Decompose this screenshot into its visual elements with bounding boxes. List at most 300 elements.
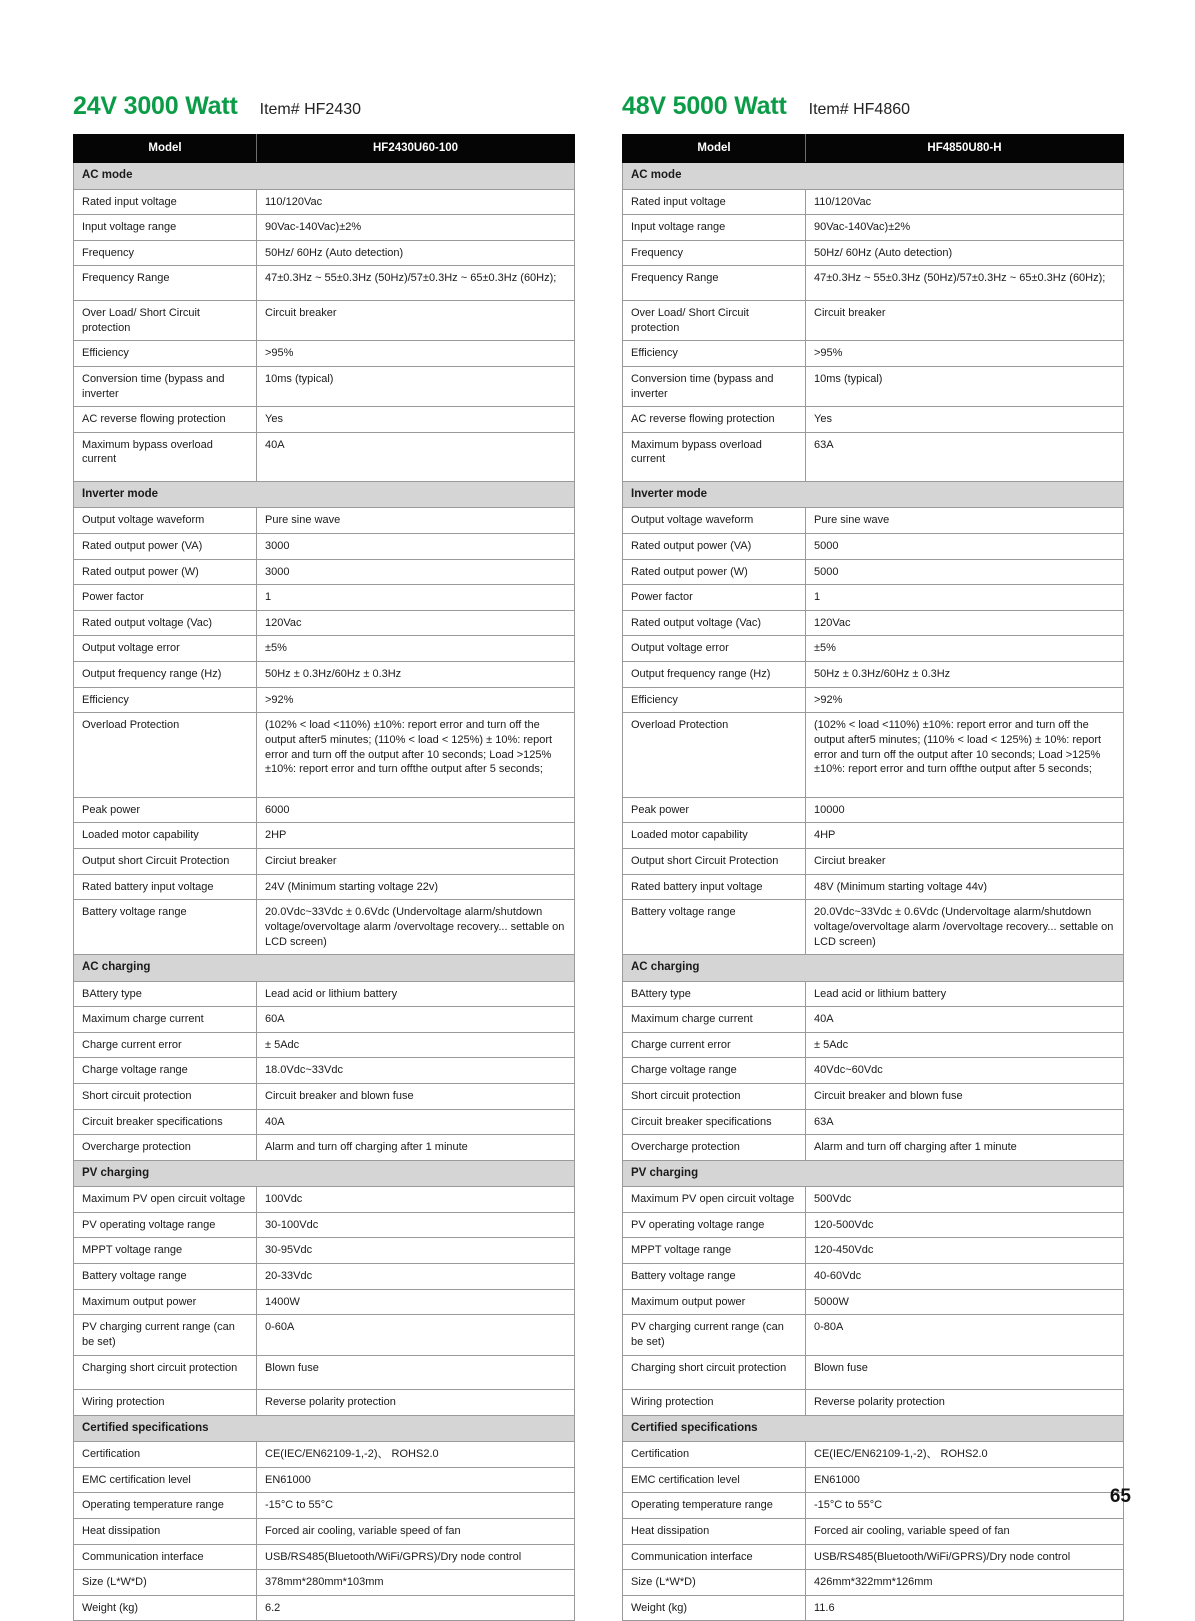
table-row [74,1058,575,1084]
spec-value: Circiut breaker [806,849,1124,875]
spec-value: 10ms (typical) [806,366,1124,406]
spec-value: Forced air cooling, variable speed of fan [257,1518,575,1544]
spec-label: PV operating voltage range [74,1212,257,1238]
spec-value: Circuit breaker and blown fuse [257,1084,575,1110]
spec-label: Conversion time (bypass and inverter [623,366,806,406]
spec-label: Power factor [74,585,257,611]
spec-label: Rated input voltage [623,189,806,215]
spec-value: >92% [257,687,575,713]
table-row [74,432,575,481]
spec-value: 60A [257,1007,575,1033]
table-row [74,1544,575,1570]
spec-label: Output voltage waveform [623,508,806,534]
spec-label: MPPT voltage range [623,1238,806,1264]
table-row [74,1570,575,1596]
spec-label: Battery voltage range [623,900,806,955]
spec-column-24v [0,0,597,1621]
spec-value: 50Hz/ 60Hz (Auto detection) [257,240,575,266]
product-title-main: 24V 3000 Watt [73,92,238,120]
table-row [623,1595,1124,1621]
table-row [623,1238,1124,1264]
spec-label: Charge voltage range [74,1058,257,1084]
table-row [74,1390,575,1416]
spec-label: Charging short circuit protection [623,1355,806,1390]
spec-label: Size (L*W*D) [623,1570,806,1596]
section-label: AC mode [623,163,1124,189]
spec-value: Lead acid or lithium battery [806,981,1124,1007]
spec-value: CE(IEC/EN62109-1,-2)、 ROHS2.0 [806,1442,1124,1468]
spec-label: Circuit breaker specifications [74,1109,257,1135]
spec-label: AC reverse flowing protection [74,407,257,433]
spec-label: Charge current error [74,1032,257,1058]
spec-label: Certification [74,1442,257,1468]
spec-label: Efficiency [74,687,257,713]
spec-label: Efficiency [74,341,257,367]
spec-label: Maximum output power [623,1289,806,1315]
spec-value: Yes [806,407,1124,433]
spec-label: Rated battery input voltage [74,874,257,900]
spec-value: Lead acid or lithium battery [257,981,575,1007]
spec-label: PV operating voltage range [623,1212,806,1238]
table-row [623,1518,1124,1544]
spec-value: 6000 [257,797,575,823]
table-row [74,301,575,341]
table-row [74,1084,575,1110]
spec-label: Output voltage error [74,636,257,662]
spec-value: 5000 [806,533,1124,559]
table-row [74,508,575,534]
table-row [74,849,575,875]
table-row [74,1518,575,1544]
spec-value: 50Hz ± 0.3Hz/60Hz ± 0.3Hz [257,662,575,688]
table-row [74,559,575,585]
spec-value: -15°C to 55°C [257,1493,575,1519]
spec-value: 10ms (typical) [257,366,575,406]
table-row [623,366,1124,406]
spec-value: 0-60A [257,1315,575,1355]
table-row [623,1570,1124,1596]
table-row [623,508,1124,534]
spec-value: >95% [806,341,1124,367]
spec-label: Charge voltage range [623,1058,806,1084]
table-row [623,240,1124,266]
spec-label: Weight (kg) [623,1595,806,1621]
spec-value: Alarm and turn off charging after 1 minute [257,1135,575,1161]
table-row [623,1493,1124,1519]
table-row [623,797,1124,823]
spec-value: 5000 [806,559,1124,585]
table-header-row [74,135,575,163]
table-row [623,687,1124,713]
spec-value: 1 [257,585,575,611]
table-row [623,341,1124,367]
spec-value: 24V (Minimum starting voltage 22v) [257,874,575,900]
spec-value: 50Hz/ 60Hz (Auto detection) [806,240,1124,266]
spec-label: Maximum charge current [74,1007,257,1033]
spec-label: Rated battery input voltage [623,874,806,900]
spec-value: Circiut breaker [257,849,575,875]
table-row [623,1109,1124,1135]
spec-label: PV charging current range (can be set) [74,1315,257,1355]
table-row [74,1212,575,1238]
spec-value: 3000 [257,559,575,585]
section-label: Inverter mode [74,482,575,508]
spec-value: ±5% [257,636,575,662]
table-section-header [74,955,575,981]
spec-table-24v [73,134,575,1621]
spec-value: -15°C to 55°C [806,1493,1124,1519]
table-row [623,1187,1124,1213]
spec-value: 40A [257,1109,575,1135]
spec-label: Overcharge protection [623,1135,806,1161]
product-title-48v [622,92,1129,121]
spec-value: 100Vdc [257,1187,575,1213]
spec-value: Reverse polarity protection [806,1390,1124,1416]
spec-label: Input voltage range [74,215,257,241]
table-row [74,341,575,367]
table-row [74,981,575,1007]
spec-label: Overcharge protection [74,1135,257,1161]
model-value-header: HF2430U60-100 [257,135,575,163]
spec-label: Rated output power (W) [74,559,257,585]
spec-value: (102% < load <110%) ±10%: report error and turn off the output after5 minutes; (110% < load < 125%) ± 10%: report error and turn off the output after 10 seconds; Load >125% ±10%: report error and turn offthe output after 5 seconds; [806,713,1124,798]
spec-label: Loaded motor capability [623,823,806,849]
spec-value: 50Hz ± 0.3Hz/60Hz ± 0.3Hz [806,662,1124,688]
table-row [74,687,575,713]
spec-value: 120Vac [257,610,575,636]
spec-table-48v [622,134,1124,1621]
spec-label: Wiring protection [74,1390,257,1416]
spec-label: Rated input voltage [74,189,257,215]
spec-label: Frequency Range [74,266,257,301]
spec-label: Rated output power (VA) [74,533,257,559]
table-row [74,407,575,433]
table-row [74,1467,575,1493]
spec-label: Charge current error [623,1032,806,1058]
spec-label: Overload Protection [623,713,806,798]
table-row [623,900,1124,955]
spec-value: 40-60Vdc [806,1264,1124,1290]
table-row [623,823,1124,849]
table-section-header [74,482,575,508]
table-row [623,1467,1124,1493]
table-row [74,1355,575,1390]
table-row [74,266,575,301]
spec-label: Heat dissipation [623,1518,806,1544]
spec-value: 1 [806,585,1124,611]
spec-value: 20-33Vdc [257,1264,575,1290]
table-row [623,1264,1124,1290]
spec-value: Circuit breaker and blown fuse [806,1084,1124,1110]
spec-value: 40A [257,432,575,481]
table-row [74,874,575,900]
spec-value: 40A [806,1007,1124,1033]
spec-label: Output voltage error [623,636,806,662]
table-row [74,1289,575,1315]
table-row [74,533,575,559]
spec-value: ± 5Adc [257,1032,575,1058]
model-value-header: HF4850U80-H [806,135,1124,163]
spec-label: Charging short circuit protection [74,1355,257,1390]
spec-label: Overload Protection [74,713,257,798]
table-row [623,559,1124,585]
table-row [623,1390,1124,1416]
table-row [623,1212,1124,1238]
spec-value: EN61000 [257,1467,575,1493]
spec-value: CE(IEC/EN62109-1,-2)、 ROHS2.0 [257,1442,575,1468]
table-row [74,662,575,688]
spec-label: EMC certification level [623,1467,806,1493]
spec-label: Output short Circuit Protection [74,849,257,875]
table-row [74,215,575,241]
spec-value: Circuit breaker [806,301,1124,341]
table-section-header [74,163,575,189]
spec-value: Blown fuse [806,1355,1124,1390]
table-row [74,900,575,955]
table-row [74,1595,575,1621]
spec-label: BAttery type [623,981,806,1007]
table-header-row [623,135,1124,163]
spec-value: USB/RS485(Bluetooth/WiFi/GPRS)/Dry node control [806,1544,1124,1570]
table-row [74,1032,575,1058]
spec-label: Output voltage waveform [74,508,257,534]
table-row [74,366,575,406]
spec-label: Circuit breaker specifications [623,1109,806,1135]
spec-label: Power factor [623,585,806,611]
spec-value: Forced air cooling, variable speed of fan [806,1518,1124,1544]
spec-value: Pure sine wave [806,508,1124,534]
spec-label: Loaded motor capability [74,823,257,849]
spec-value: 120-450Vdc [806,1238,1124,1264]
spec-label: Maximum bypass overload current [74,432,257,481]
spec-label: Certification [623,1442,806,1468]
spec-value: 378mm*280mm*103mm [257,1570,575,1596]
table-row [74,1315,575,1355]
spec-label: Input voltage range [623,215,806,241]
spec-value: 47±0.3Hz ~ 55±0.3Hz (50Hz)/57±0.3Hz ~ 65±0.3Hz (60Hz); [806,266,1124,301]
spec-value: EN61000 [806,1467,1124,1493]
table-section-header [623,1415,1124,1441]
spec-value: 18.0Vdc~33Vdc [257,1058,575,1084]
spec-label: Maximum output power [74,1289,257,1315]
spec-label: Rated output power (W) [623,559,806,585]
table-section-header [623,1160,1124,1186]
model-label-header: Model [623,135,806,163]
table-row [623,1315,1124,1355]
product-item-number: Item# HF2430 [259,101,362,118]
table-section-header [623,163,1124,189]
section-label: Inverter mode [623,482,1124,508]
table-row [623,432,1124,481]
table-section-header [74,1415,575,1441]
spec-value: Yes [257,407,575,433]
table-row [623,1058,1124,1084]
spec-value: 48V (Minimum starting voltage 44v) [806,874,1124,900]
table-row [623,1135,1124,1161]
spec-value: 11.6 [806,1595,1124,1621]
table-row [623,1442,1124,1468]
spec-label: Rated output power (VA) [623,533,806,559]
table-row [623,189,1124,215]
spec-label: Operating temperature range [74,1493,257,1519]
spec-label: Communication interface [74,1544,257,1570]
table-row [74,240,575,266]
spec-value: ±5% [806,636,1124,662]
table-row [74,610,575,636]
spec-label: Conversion time (bypass and inverter [74,366,257,406]
spec-value: 110/120Vac [257,189,575,215]
spec-value: >95% [257,341,575,367]
table-row [623,636,1124,662]
spec-label: Maximum bypass overload current [623,432,806,481]
spec-table-body [74,163,575,1621]
table-row [623,1289,1124,1315]
spec-value: ± 5Adc [806,1032,1124,1058]
spec-label: Maximum charge current [623,1007,806,1033]
spec-table-body [623,163,1124,1621]
spec-value: Pure sine wave [257,508,575,534]
spec-value: 4HP [806,823,1124,849]
table-row [74,1442,575,1468]
table-row [74,1135,575,1161]
spec-value: USB/RS485(Bluetooth/WiFi/GPRS)/Dry node control [257,1544,575,1570]
spec-label: Output frequency range (Hz) [74,662,257,688]
table-row [623,301,1124,341]
spec-label: Efficiency [623,687,806,713]
table-row [623,981,1124,1007]
table-row [74,823,575,849]
table-row [74,1238,575,1264]
model-label-header: Model [74,135,257,163]
spec-value: 63A [806,1109,1124,1135]
table-row [623,1544,1124,1570]
spec-column-48v [597,0,1194,1621]
table-row [623,1084,1124,1110]
spec-value: 0-80A [806,1315,1124,1355]
spec-label: BAttery type [74,981,257,1007]
section-label: AC charging [623,955,1124,981]
spec-value: Circuit breaker [257,301,575,341]
product-title-main: 48V 5000 Watt [622,92,787,120]
spec-value: 120Vac [806,610,1124,636]
spec-value: Reverse polarity protection [257,1390,575,1416]
table-row [623,215,1124,241]
table-row [74,1007,575,1033]
spec-label: Battery voltage range [623,1264,806,1290]
page-number: 65 [1109,1486,1131,1507]
table-row [623,533,1124,559]
spec-value: 500Vdc [806,1187,1124,1213]
product-title-24v [73,92,574,121]
spec-value: 426mm*322mm*126mm [806,1570,1124,1596]
spec-label: Heat dissipation [74,1518,257,1544]
table-section-header [623,955,1124,981]
spec-label: MPPT voltage range [74,1238,257,1264]
spec-label: AC reverse flowing protection [623,407,806,433]
spec-label: Short circuit protection [623,1084,806,1110]
table-row [74,585,575,611]
spec-value: 1400W [257,1289,575,1315]
spec-label: Frequency [623,240,806,266]
spec-value: 6.2 [257,1595,575,1621]
spec-label: Output frequency range (Hz) [623,662,806,688]
section-label: AC charging [74,955,575,981]
table-row [74,797,575,823]
spec-value: >92% [806,687,1124,713]
spec-value: 2HP [257,823,575,849]
spec-value: (102% < load <110%) ±10%: report error and turn off the output after5 minutes; (110% < load < 125%) ± 10%: report error and turn off the output after 10 seconds; Load >125% ±10%: report error and turn offthe output after 5 seconds; [257,713,575,798]
spec-value: Blown fuse [257,1355,575,1390]
spec-label: Output short Circuit Protection [623,849,806,875]
table-row [74,189,575,215]
spec-label: Frequency Range [623,266,806,301]
spec-label: Wiring protection [623,1390,806,1416]
spec-value: 30-100Vdc [257,1212,575,1238]
spec-label: Over Load/ Short Circuit protection [623,301,806,341]
table-row [74,1187,575,1213]
table-row [74,1493,575,1519]
table-row [623,662,1124,688]
spec-label: Rated output voltage (Vac) [623,610,806,636]
spec-label: Battery voltage range [74,900,257,955]
spec-label: Weight (kg) [74,1595,257,1621]
spec-value: 90Vac-140Vac)±2% [806,215,1124,241]
table-row [74,636,575,662]
spec-value: 47±0.3Hz ~ 55±0.3Hz (50Hz)/57±0.3Hz ~ 65±0.3Hz (60Hz); [257,266,575,301]
spec-value: 90Vac-140Vac)±2% [257,215,575,241]
section-label: Certified specifications [623,1415,1124,1441]
spec-value: 10000 [806,797,1124,823]
spec-label: Short circuit protection [74,1084,257,1110]
section-label: AC mode [74,163,575,189]
spec-label: Frequency [74,240,257,266]
spec-label: EMC certification level [74,1467,257,1493]
section-label: PV charging [623,1160,1124,1186]
table-row [623,1007,1124,1033]
table-section-header [74,1160,575,1186]
spec-value: 5000W [806,1289,1124,1315]
spec-label: Maximum PV open circuit voltage [74,1187,257,1213]
product-item-number: Item# HF4860 [808,101,911,118]
table-row [74,1264,575,1290]
table-row [623,585,1124,611]
spec-label: Size (L*W*D) [74,1570,257,1596]
spec-value: 3000 [257,533,575,559]
spec-label: Peak power [74,797,257,823]
spec-value: Alarm and turn off charging after 1 minute [806,1135,1124,1161]
table-row [623,849,1124,875]
spec-value: 40Vdc~60Vdc [806,1058,1124,1084]
table-row [623,1032,1124,1058]
spec-label: Maximum PV open circuit voltage [623,1187,806,1213]
spec-label: PV charging current range (can be set) [623,1315,806,1355]
spec-label: Operating temperature range [623,1493,806,1519]
table-row [623,874,1124,900]
table-row [74,1109,575,1135]
table-row [74,713,575,798]
table-row [623,1355,1124,1390]
spec-label: Efficiency [623,341,806,367]
spec-value: 120-500Vdc [806,1212,1124,1238]
table-row [623,610,1124,636]
table-row [623,266,1124,301]
table-section-header [623,482,1124,508]
table-row [623,713,1124,798]
table-row [623,407,1124,433]
spec-label: Over Load/ Short Circuit protection [74,301,257,341]
spec-label: Rated output voltage (Vac) [74,610,257,636]
spec-label: Communication interface [623,1544,806,1570]
